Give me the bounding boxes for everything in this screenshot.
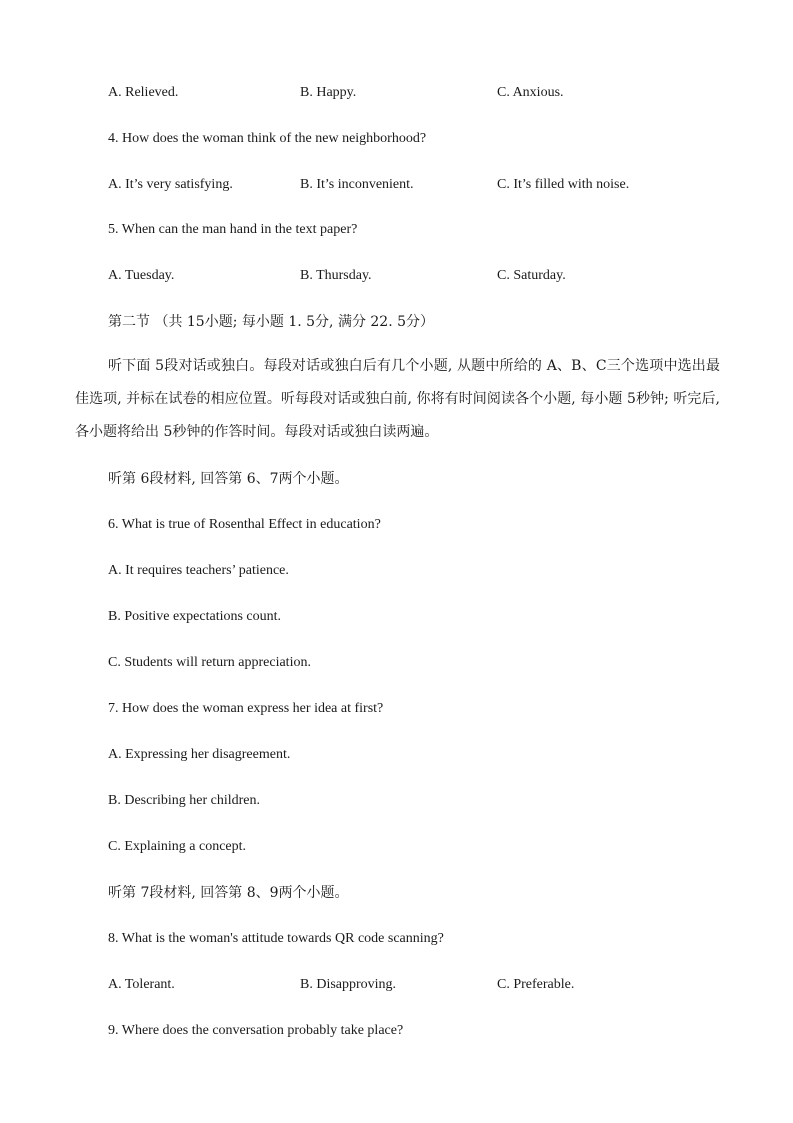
q3-option-c: C. Anxious.: [497, 85, 564, 100]
q5-options: [0, 266, 793, 286]
q6-option-c: C. Students will return appreciation.: [108, 655, 311, 670]
q6-question: 6. What is true of Rosenthal Effect in education?: [108, 517, 381, 532]
q5-option-a: A. Tuesday.: [108, 268, 175, 283]
q7-option-b: B. Describing her children.: [108, 793, 261, 808]
q4-option-a: A. It’s very satisfying.: [108, 177, 233, 192]
q6-option-b: B. Positive expectations count.: [108, 609, 282, 624]
q3-options: [0, 83, 793, 103]
passage7-note: 听第 7段材料, 回答第 8、9两个小题。: [108, 885, 349, 901]
q8-option-c: C. Preferable.: [497, 977, 575, 992]
q7-question: 7. How does the woman express her idea at first?: [108, 701, 384, 716]
q6-option-a: A. It requires teachers’ patience.: [108, 563, 289, 578]
q9-question: 9. Where does the conversation probably take place?: [108, 1023, 404, 1038]
passage6-note: 听第 6段材料, 回答第 6、7两个小题。: [108, 471, 349, 487]
q8-options: [0, 975, 793, 995]
q3-option-b: B. Happy.: [300, 85, 357, 100]
q5-question: 5. When can the man hand in the text paper?: [108, 222, 358, 237]
q7-option-a: A. Expressing her disagreement.: [108, 747, 291, 762]
q8-question: 8. What is the woman's attitude towards QR code scanning?: [108, 931, 444, 946]
q4-options: [0, 175, 793, 195]
section2-heading: 第二节 （共 15小题; 每小题 1. 5分, 满分 22. 5分）: [108, 314, 435, 330]
q8-option-a: A. Tolerant.: [108, 977, 175, 992]
q5-option-c: C. Saturday.: [497, 268, 566, 283]
section2-instructions: 听下面 5段对话或独白。每段对话或独白后有几个小题, 从题中所给的 A、B、C三个选项中选出最佳选项, 并标在试卷的相应位置。听每段对话或独白前, 你将有时间阅读各个小题, 每小题 5秒钟; 听完后, 各小题将给出 5秒钟的作答时间。每段对话或独白读两遍。: [75, 358, 720, 440]
q4-option-c: C. It’s filled with noise.: [497, 177, 630, 192]
q4-option-b: B. It’s inconvenient.: [300, 177, 414, 192]
q5-option-b: B. Thursday.: [300, 268, 372, 283]
q3-option-a: A. Relieved.: [108, 85, 179, 100]
q4-question: 4. How does the woman think of the new neighborhood?: [108, 131, 427, 146]
q8-option-b: B. Disapproving.: [300, 977, 397, 992]
q7-option-c: C. Explaining a concept.: [108, 839, 247, 854]
